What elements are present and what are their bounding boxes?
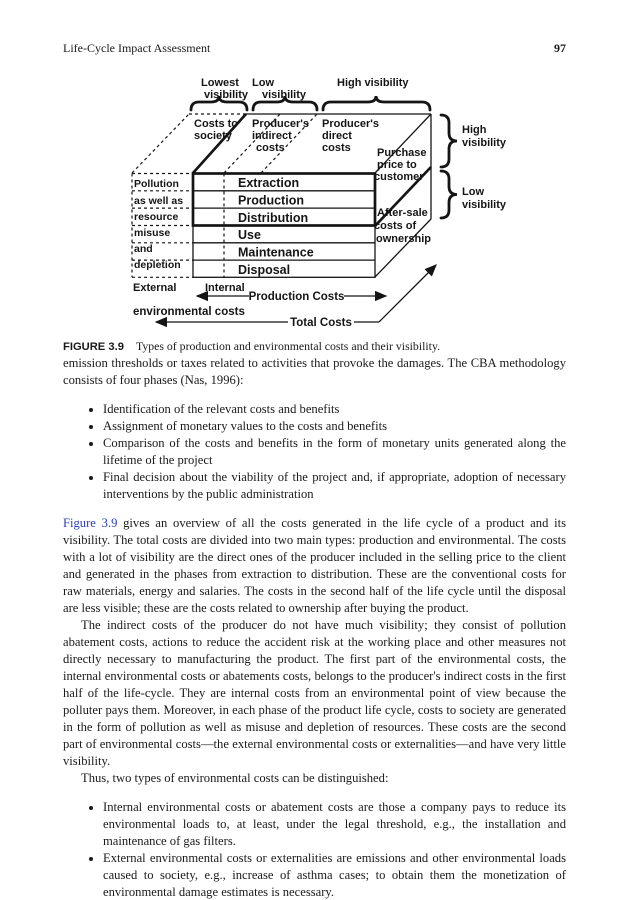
phase-maintenance: Maintenance bbox=[238, 245, 314, 260]
label-producers-direct-3: costs bbox=[322, 142, 351, 154]
pollution-box bbox=[132, 174, 193, 278]
label-costs-to-society: Costs to bbox=[194, 118, 238, 130]
figure-3-9-diagram bbox=[0, 70, 629, 335]
paragraph-indirect-costs: The indirect costs of the producer do not have much visibility; they consist of pollution abatement costs, actions to reduce the accident risk at the working place and other measures not directly necessary to manufacturing the product. The first part of the environmental costs, the internal environmental costs or abatements costs, belongs to the producer's indirect costs in the first half of the life-cycle. They are internal costs from an environmental point of view because the polluter pays them. Moreover, in each phase of the product life cycle, costs to society are generated in the form of pollution as well as misuse and depletion of resources. These costs are the second part of environmental costs—the external environmental costs or externalities—and have very little visibility. bbox=[63, 618, 566, 768]
environmental-costs-list bbox=[63, 799, 566, 900]
label-right-high-visibility: High bbox=[462, 124, 487, 136]
paragraph-two-types: Thus, two types of environmental costs can be distinguished: bbox=[81, 771, 389, 785]
label-after-sale-2: costs of bbox=[374, 220, 417, 232]
label-low-visibility-2: visibility bbox=[262, 89, 307, 101]
page-number: 97 bbox=[554, 41, 566, 55]
label-producers-direct: Producer's bbox=[322, 118, 380, 130]
label-total-costs: Total Costs bbox=[290, 317, 352, 329]
right-visibility-labels bbox=[462, 124, 507, 211]
label-purchase-price-3: customer bbox=[374, 171, 424, 183]
figure-caption-text: Types of production and environmental costs and their visibility. bbox=[135, 339, 441, 353]
text-column bbox=[63, 339, 566, 900]
list-item: • Internal environmental costs or abatement costs are those a company pays to reduce its environmental loads to, at least, under the legal threshold, e.g., the installation and maintenance of gas filters. bbox=[103, 799, 566, 850]
phase-use: Use bbox=[238, 228, 261, 242]
pollution-line: as well as bbox=[134, 195, 184, 207]
label-purchase-price: Purchase bbox=[377, 147, 427, 159]
label-production-costs: Production Costs bbox=[248, 291, 345, 303]
label-environmental-costs: environmental costs bbox=[133, 306, 245, 318]
phase-production: Production bbox=[238, 193, 304, 208]
label-right-high-visibility-2: visibility bbox=[462, 137, 507, 149]
chapter-title: Life-Cycle Impact Assessment bbox=[63, 41, 211, 55]
label-right-low-visibility: Low bbox=[462, 186, 484, 198]
figure-caption bbox=[63, 339, 566, 355]
label-lowest-visibility-2: visibility bbox=[203, 89, 249, 101]
list-item: • Final decision about the viability of the project and, if appropriate, adoption of necessary interventions by the public administration bbox=[103, 469, 566, 503]
right-face-lines bbox=[375, 114, 431, 277]
phase-extraction: Extraction bbox=[238, 176, 300, 190]
label-after-sale: After-sale bbox=[377, 207, 428, 219]
top-visibility-labels bbox=[201, 77, 409, 101]
figure-caption-label: FIGURE 3.9 bbox=[63, 341, 124, 353]
list-item: • Comparison of the costs and benefits in the form of monetary units generated along the lifetime of the project bbox=[103, 435, 566, 469]
label-lowest-visibility: Lowest bbox=[201, 77, 239, 89]
label-external: External bbox=[133, 282, 177, 294]
pollution-line: misuse bbox=[134, 227, 171, 239]
phase-distribution: Distribution bbox=[238, 211, 309, 225]
label-internal: Internal bbox=[205, 282, 245, 294]
figure-3-9-crossref-link[interactable]: Figure 3.9 bbox=[63, 516, 118, 530]
paragraph-cba: emission thresholds or taxes related to activities that provoke the damages. The CBA methodology consists of four phases (Nas, 1996): bbox=[63, 356, 566, 387]
right-braces bbox=[441, 115, 457, 218]
pollution-line: resource bbox=[134, 211, 179, 223]
cba-phase-list bbox=[63, 401, 566, 503]
list-item: • Identification of the relevant costs and benefits bbox=[103, 401, 566, 418]
list-item: • Assignment of monetary values to the costs and benefits bbox=[103, 418, 566, 435]
list-item: • External environmental costs or externalities are emissions and other environmental loads caused to society, e.g., increase of asthma cases; to obtain them the monetization of environmental damage estimates is necessary. bbox=[103, 850, 566, 900]
paragraph-figure-overview bbox=[63, 515, 566, 617]
label-low-visibility: Low bbox=[252, 77, 274, 89]
label-high-visibility: High visibility bbox=[337, 77, 409, 89]
label-producers-indirect: Producer's bbox=[252, 118, 310, 130]
label-producers-direct-2: direct bbox=[322, 130, 352, 142]
top-face-labels bbox=[194, 118, 379, 154]
running-head bbox=[63, 41, 566, 56]
label-after-sale-3: ownership bbox=[376, 233, 432, 245]
phase-disposal: Disposal bbox=[238, 263, 291, 277]
label-producers-indirect-3: costs bbox=[256, 142, 285, 154]
pollution-line: depletion bbox=[134, 259, 181, 271]
pollution-line: and bbox=[134, 243, 153, 255]
label-costs-to-society-2: society bbox=[194, 130, 232, 142]
label-purchase-price-2: price to bbox=[377, 159, 417, 171]
pollution-line: Pollution bbox=[134, 178, 179, 190]
paragraph-figure-overview-text: gives an overview of all the costs generated in the life cycle of a product and its visibility. The total costs are divided into two main types: production and environmental. The costs with a lot of visibility are the direct ones of the producer included in the selling price to the client and generated in the phases from extraction to distribution. These are the conventional costs for raw materials, energy and salaries. The costs in the second half of the life cycle until the disposal are less visible; these are the costs related to ownership after buying the product. bbox=[63, 516, 566, 615]
phase-table bbox=[193, 174, 375, 278]
label-right-low-visibility-2: visibility bbox=[462, 199, 507, 211]
label-producers-indirect-2: indirect bbox=[252, 130, 292, 142]
